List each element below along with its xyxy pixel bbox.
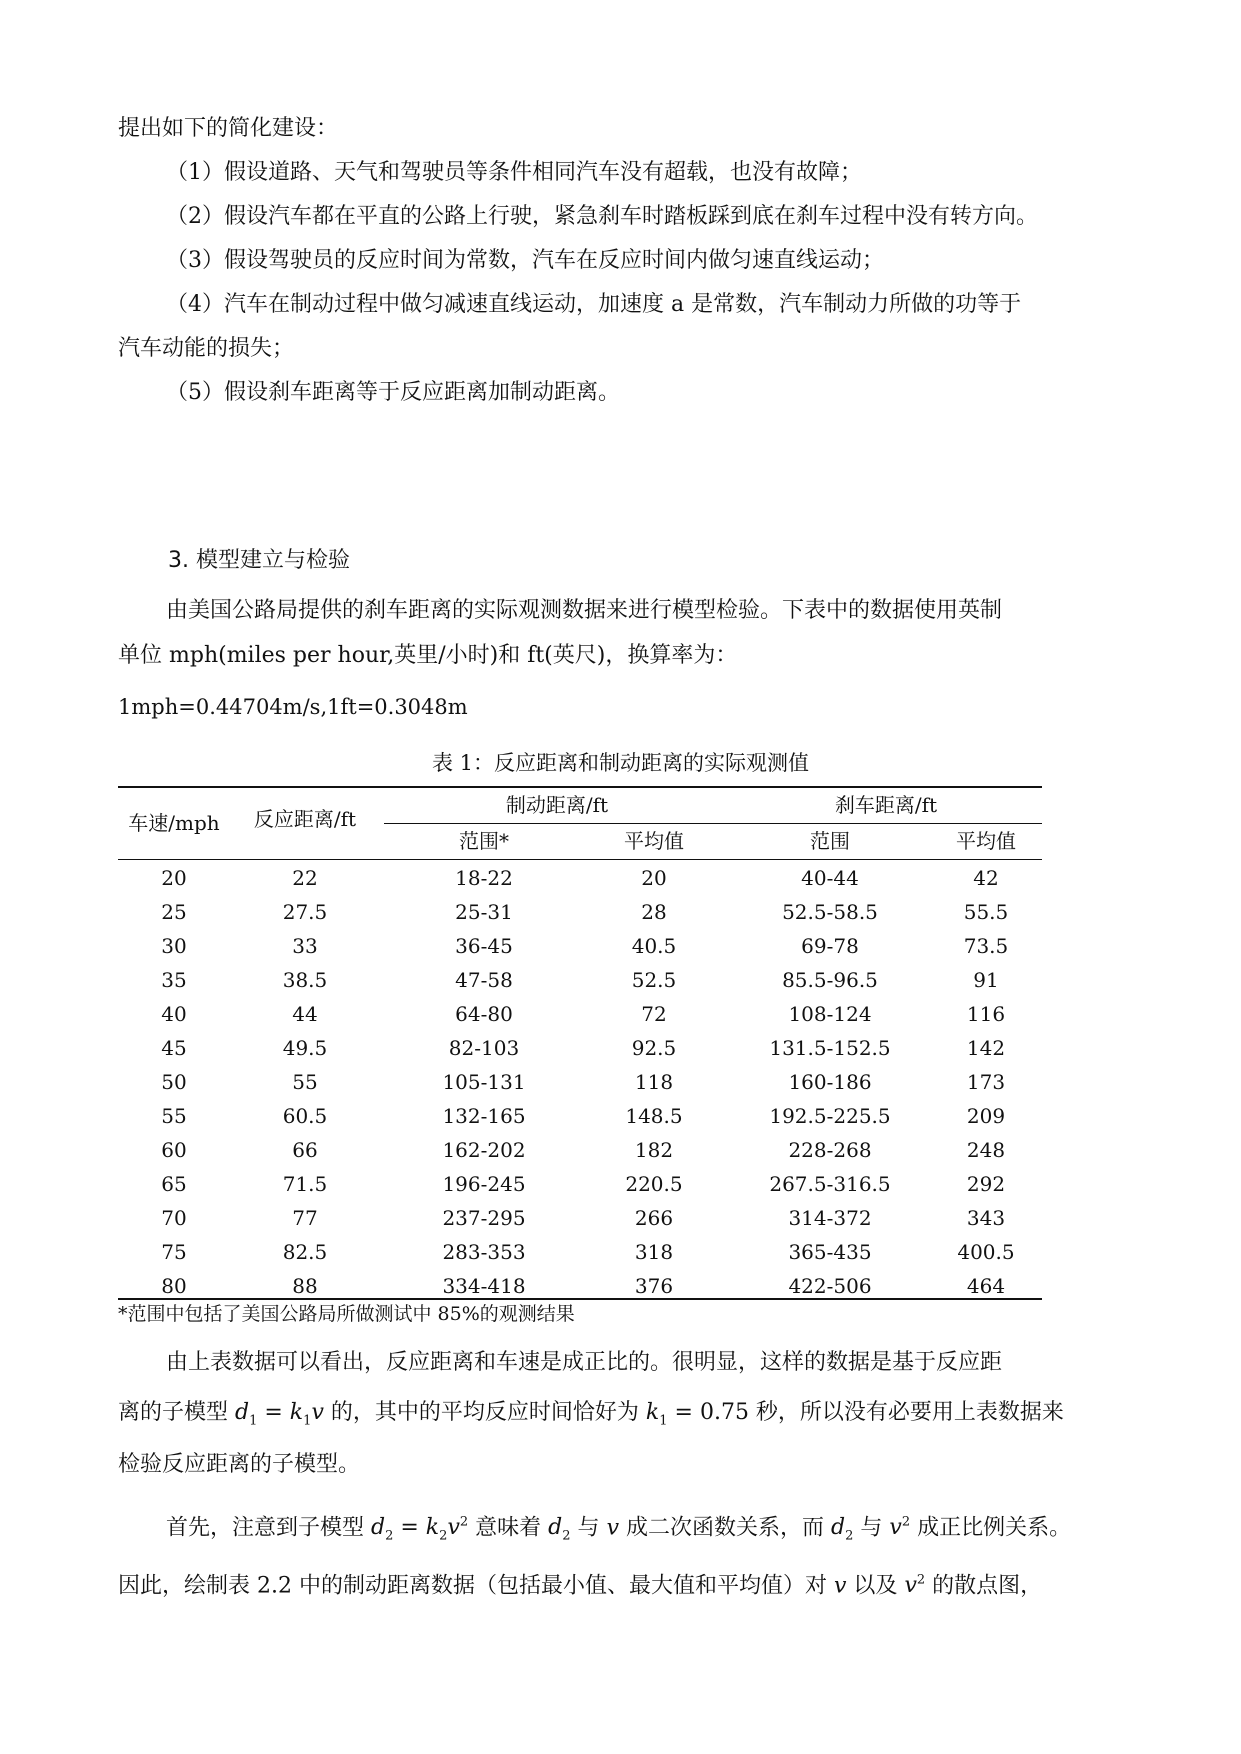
cell-reaction: 49.5 (282, 1036, 328, 1060)
cell-stopping-avg: 464 (966, 1274, 1006, 1298)
header-braking: 制动距离/ft (505, 793, 609, 817)
cell-speed: 30 (161, 934, 187, 958)
table-row (0, 963, 1241, 997)
symbol-v: v (606, 1515, 619, 1541)
cell-speed: 70 (161, 1206, 187, 1230)
cell-reaction: 55 (292, 1070, 318, 1094)
paragraph-2-line-3: 检验反应距离的子模型。 (118, 1452, 361, 1477)
paragraph-2-text-b: 的，其中的平均反应时间恰好为 (330, 1400, 639, 1425)
header-speed: 车速/mph (128, 811, 220, 835)
symbol-d2-a: $d_2$ (548, 1515, 571, 1544)
cell-braking-avg: 376 (634, 1274, 674, 1298)
cell-braking-range: 162-202 (442, 1138, 526, 1162)
cell-stopping-range: 228-268 (788, 1138, 872, 1162)
symbol-d2-b: $d_2$ (831, 1515, 854, 1544)
cell-stopping-range: 192.5-225.5 (769, 1104, 891, 1128)
cell-speed: 45 (161, 1036, 187, 1060)
cell-stopping-range: 422-506 (788, 1274, 872, 1298)
cell-stopping-range: 108-124 (788, 1002, 872, 1026)
header-reaction: 反应距离/ft (253, 807, 357, 831)
table-row (0, 929, 1241, 963)
assumption-2: （2）假设汽车都在平直的公路上行驶，紧急刹车时踏板踩到底在刹车过程中没有转方向。 (166, 204, 1039, 229)
cell-braking-avg: 52.5 (631, 968, 677, 992)
paragraph-3-line-1 (166, 1508, 1176, 1552)
paragraph-3-text-e: 与 (860, 1515, 883, 1541)
cell-stopping-avg: 248 (966, 1138, 1006, 1162)
paragraph-2-line-2 (118, 1398, 1128, 1436)
cell-reaction: 27.5 (282, 900, 328, 924)
table-row (0, 997, 1241, 1031)
header-stopping-range: 范围 (810, 829, 850, 853)
cell-reaction: 77 (292, 1206, 318, 1230)
paragraph-3-text-b: 意味着 (475, 1515, 542, 1541)
cell-braking-range: 283-353 (442, 1240, 526, 1264)
table-top-rule (118, 786, 1042, 788)
cell-speed: 65 (161, 1172, 187, 1196)
cell-stopping-range: 85.5-96.5 (782, 968, 878, 992)
cell-stopping-avg: 55.5 (963, 900, 1009, 924)
header-mid-rule (384, 823, 1042, 824)
cell-braking-avg: 318 (634, 1240, 674, 1264)
cell-speed: 20 (161, 866, 187, 890)
paragraph-2-text-c: 0.75 秒，所以没有必要用上表数据来 (699, 1400, 1064, 1425)
cell-speed: 55 (161, 1104, 187, 1128)
cell-stopping-range: 131.5-152.5 (769, 1036, 891, 1060)
cell-braking-avg: 266 (634, 1206, 674, 1230)
cell-speed: 40 (161, 1002, 187, 1026)
symbol-v-2: v (833, 1573, 847, 1599)
paragraph-3-text-h: 以及 (853, 1573, 898, 1599)
table-row (0, 1031, 1241, 1065)
table-row (0, 1065, 1241, 1099)
formula-d2: $d_2 = k_2v^2$ (371, 1515, 469, 1544)
header-braking-avg: 平均值 (624, 829, 684, 853)
table-row (0, 1201, 1241, 1235)
table-body (0, 861, 1241, 1303)
formula-d1: $d_1 = k_1v$ (235, 1400, 324, 1429)
section-title: 3. 模型建立与检验 (168, 548, 350, 573)
cell-speed: 75 (161, 1240, 187, 1264)
paragraph-3-text-g: 因此，绘制表 2.2 中的制动距离数据（包括最小值、最大值和平均值）对 (118, 1573, 827, 1599)
table-row (0, 1235, 1241, 1269)
paragraph-2-text-a: 离的子模型 (118, 1400, 229, 1425)
cell-speed: 80 (161, 1274, 187, 1298)
header-stopping: 刹车距离/ft (834, 793, 938, 817)
cell-braking-avg: 148.5 (625, 1104, 683, 1128)
assumption-1: （1）假设道路、天气和驾驶员等条件相同汽车没有超载，也没有故障； (166, 160, 862, 185)
cell-speed: 35 (161, 968, 187, 992)
cell-braking-range: 36-45 (455, 934, 513, 958)
cell-stopping-avg: 73.5 (963, 934, 1009, 958)
cell-braking-avg: 220.5 (625, 1172, 683, 1196)
cell-braking-range: 18-22 (455, 866, 513, 890)
symbol-v-squared: $v^2$ (889, 1515, 911, 1541)
cell-braking-range: 47-58 (455, 968, 513, 992)
header-stopping-avg: 平均值 (956, 829, 1016, 853)
cell-stopping-avg: 343 (966, 1206, 1006, 1230)
paragraph-3-line-2 (118, 1566, 1128, 1601)
table-row (0, 1133, 1241, 1167)
cell-stopping-range: 160-186 (788, 1070, 872, 1094)
cell-reaction: 22 (292, 866, 318, 890)
cell-braking-avg: 182 (634, 1138, 674, 1162)
cell-braking-range: 237-295 (442, 1206, 526, 1230)
cell-stopping-avg: 209 (966, 1104, 1006, 1128)
paragraph-3-text-a: 首先，注意到子模型 (166, 1515, 365, 1541)
paragraph-3-text-f: 成正比例关系。 (917, 1515, 1072, 1541)
cell-speed: 60 (161, 1138, 187, 1162)
cell-braking-avg: 40.5 (631, 934, 677, 958)
cell-braking-range: 105-131 (442, 1070, 526, 1094)
formula-k1: $k_1$ = (645, 1400, 693, 1429)
conversion-formula: 1mph=0.44704m/s,1ft=0.3048m (118, 695, 468, 719)
cell-stopping-range: 69-78 (801, 934, 859, 958)
cell-reaction: 44 (292, 1002, 318, 1026)
cell-stopping-range: 52.5-58.5 (782, 900, 878, 924)
cell-stopping-avg: 116 (966, 1002, 1006, 1026)
cell-reaction: 88 (292, 1274, 318, 1298)
cell-reaction: 66 (292, 1138, 318, 1162)
cell-reaction: 71.5 (282, 1172, 328, 1196)
cell-speed: 50 (161, 1070, 187, 1094)
paragraph-1-line-1: 由美国公路局提供的刹车距离的实际观测数据来进行模型检验。下表中的数据使用英制 (166, 598, 1003, 623)
cell-braking-avg: 72 (641, 1002, 667, 1026)
table-row (0, 895, 1241, 929)
cell-stopping-range: 365-435 (788, 1240, 872, 1264)
assumption-4-cont: 汽车动能的损失； (118, 336, 295, 361)
assumptions-intro: 提出如下的简化建设： (118, 116, 339, 141)
cell-braking-range: 196-245 (442, 1172, 526, 1196)
cell-reaction: 60.5 (282, 1104, 328, 1128)
cell-reaction: 82.5 (282, 1240, 328, 1264)
cell-speed: 25 (161, 900, 187, 924)
cell-braking-range: 82-103 (448, 1036, 520, 1060)
cell-reaction: 38.5 (282, 968, 328, 992)
paragraph-3-text-i: 的散点图， (932, 1573, 1043, 1599)
cell-braking-avg: 92.5 (631, 1036, 677, 1060)
header-bottom-rule (118, 859, 1042, 860)
cell-stopping-avg: 400.5 (957, 1240, 1015, 1264)
cell-stopping-avg: 42 (973, 866, 999, 890)
cell-stopping-range: 40-44 (801, 866, 859, 890)
cell-braking-range: 25-31 (455, 900, 513, 924)
table-row (0, 1099, 1241, 1133)
cell-stopping-avg: 91 (973, 968, 999, 992)
cell-stopping-range: 314-372 (788, 1206, 872, 1230)
cell-reaction: 33 (292, 934, 318, 958)
cell-braking-avg: 20 (641, 866, 667, 890)
header-braking-range: 范围* (459, 829, 509, 853)
cell-braking-range: 132-165 (442, 1104, 526, 1128)
symbol-v-squared-2: $v^2$ (904, 1573, 926, 1599)
assumption-5: （5）假设刹车距离等于反应距离加制动距离。 (166, 380, 620, 405)
paragraph-3-text-d: 成二次函数关系，而 (626, 1515, 825, 1541)
cell-braking-avg: 28 (641, 900, 667, 924)
cell-braking-range: 64-80 (455, 1002, 513, 1026)
cell-stopping-avg: 173 (966, 1070, 1006, 1094)
assumption-4: （4）汽车在制动过程中做匀减速直线运动，加速度 a 是常数，汽车制动力所做的功等于 (166, 292, 1022, 317)
cell-stopping-range: 267.5-316.5 (769, 1172, 891, 1196)
paragraph-2-line-1: 由上表数据可以看出，反应距离和车速是成正比的。很明显，这样的数据是基于反应距 (166, 1350, 1003, 1375)
cell-braking-range: 334-418 (442, 1274, 526, 1298)
cell-stopping-avg: 142 (966, 1036, 1006, 1060)
table-caption: 表 1：反应距离和制动距离的实际观测值 (431, 751, 810, 775)
assumption-3: （3）假设驾驶员的反应时间为常数，汽车在反应时间内做匀速直线运动； (166, 248, 884, 273)
paragraph-3-text-c: 与 (577, 1515, 600, 1541)
cell-braking-avg: 118 (634, 1070, 674, 1094)
table-row (0, 861, 1241, 895)
table-row (0, 1167, 1241, 1201)
cell-stopping-avg: 292 (966, 1172, 1006, 1196)
paragraph-1-line-2: 单位 mph(miles per hour,英里/小时)和 ft(英尺)，换算率为： (118, 643, 738, 668)
table-footnote: *范围中包括了美国公路局所做测试中 85%的观测结果 (118, 1303, 575, 1325)
